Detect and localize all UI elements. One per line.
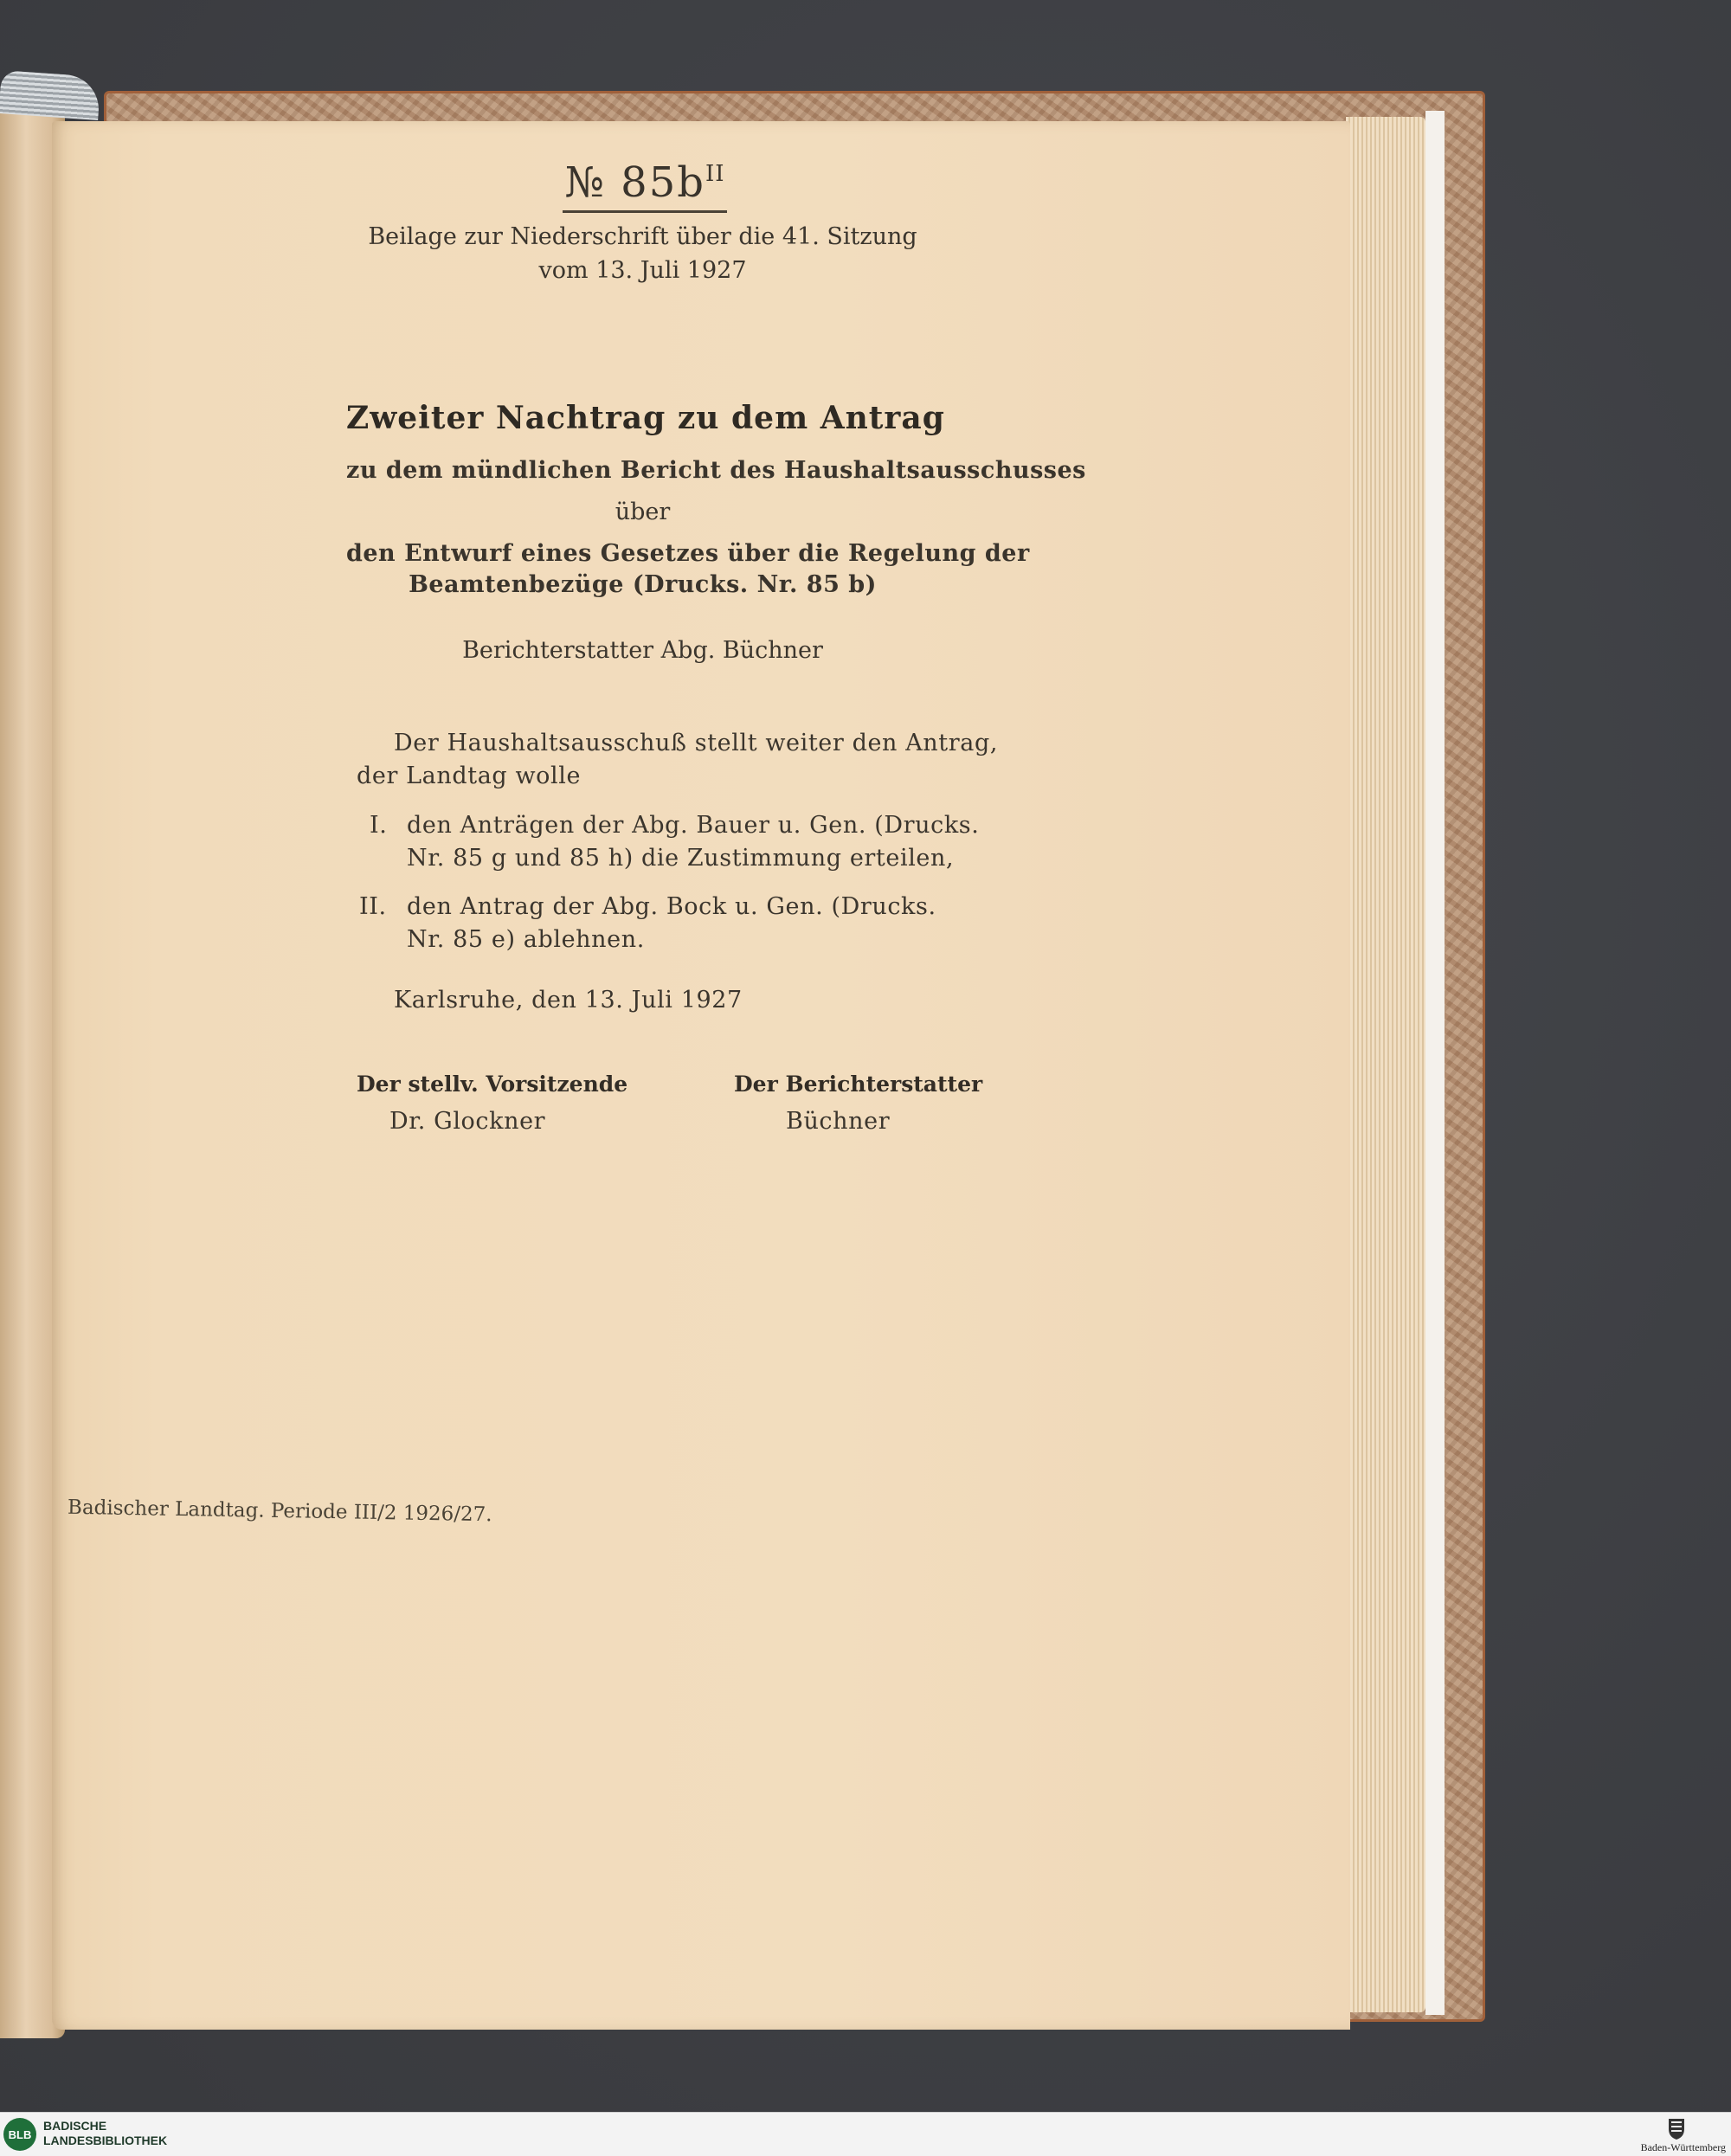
document-number-label: № 85b [564, 158, 705, 207]
document-number-suffix: II [705, 161, 725, 187]
subheading-line-2: über [615, 499, 671, 525]
blb-logo-line-1: BADISCHE [43, 2119, 107, 2133]
document-number [563, 158, 727, 213]
page-stack [1346, 117, 1425, 2012]
baden-wuerttemberg-label: Baden-Württemberg [1640, 2141, 1726, 2153]
item-2-line-2: Nr. 85 e) ablehnen. [407, 926, 645, 953]
subheading-line-4: Beamtenbezüge (Drucks. Nr. 85 b) [409, 571, 877, 598]
subheading-line-3: den Entwurf eines Gesetzes über die Regelung der [346, 540, 1030, 567]
document-heading: Zweiter Nachtrag zu dem Antrag [346, 400, 945, 436]
place-date: Karlsruhe, den 13. Juli 1927 [394, 987, 743, 1014]
signature-left-label: Der stellv. Vorsitzende [357, 1072, 628, 1097]
item-1-number: I. [370, 812, 388, 839]
signature-left-name: Dr. Glockner [389, 1108, 546, 1135]
item-1-line-2: Nr. 85 g und 85 h) die Zustimmung erteilen, [407, 845, 955, 872]
subheading-line-1: zu dem mündlichen Bericht des Haushaltsausschusses [346, 457, 1086, 484]
page-block-edge [1425, 111, 1445, 2015]
subtitle-line-1: Beilage zur Niederschrift über die 41. Sitzung [368, 223, 917, 250]
item-1-line-1: den Anträgen der Abg. Bauer u. Gen. (Drucks. [407, 812, 980, 839]
signature-right-name: Büchner [786, 1108, 891, 1135]
item-2-number: II. [359, 893, 387, 920]
item-2-line-1: den Antrag der Abg. Bock u. Gen. (Drucks. [407, 893, 936, 920]
signature-right-label: Der Berichterstatter [734, 1072, 983, 1097]
paragraph-line-1: Der Haushaltsausschuß stellt weiter den Antrag, [394, 730, 999, 756]
blb-logo[interactable] [3, 2118, 36, 2151]
blb-logo-abbrev: BLB [8, 2127, 32, 2141]
blb-logo-line-2: LANDESBIBLIOTHEK [43, 2133, 168, 2147]
paragraph-line-2: der Landtag wolle [357, 763, 582, 789]
subtitle-line-2: vom 13. Juli 1927 [538, 257, 747, 284]
viewer-bottom-bar [0, 2112, 1731, 2156]
page-footer: Badischer Landtag. Periode III/2 1926/27. [67, 1496, 492, 1527]
coat-of-arms-icon [1663, 2115, 1689, 2141]
blb-logo-text [43, 2119, 167, 2148]
reporter-line: Berichterstatter Abg. Büchner [462, 637, 823, 664]
